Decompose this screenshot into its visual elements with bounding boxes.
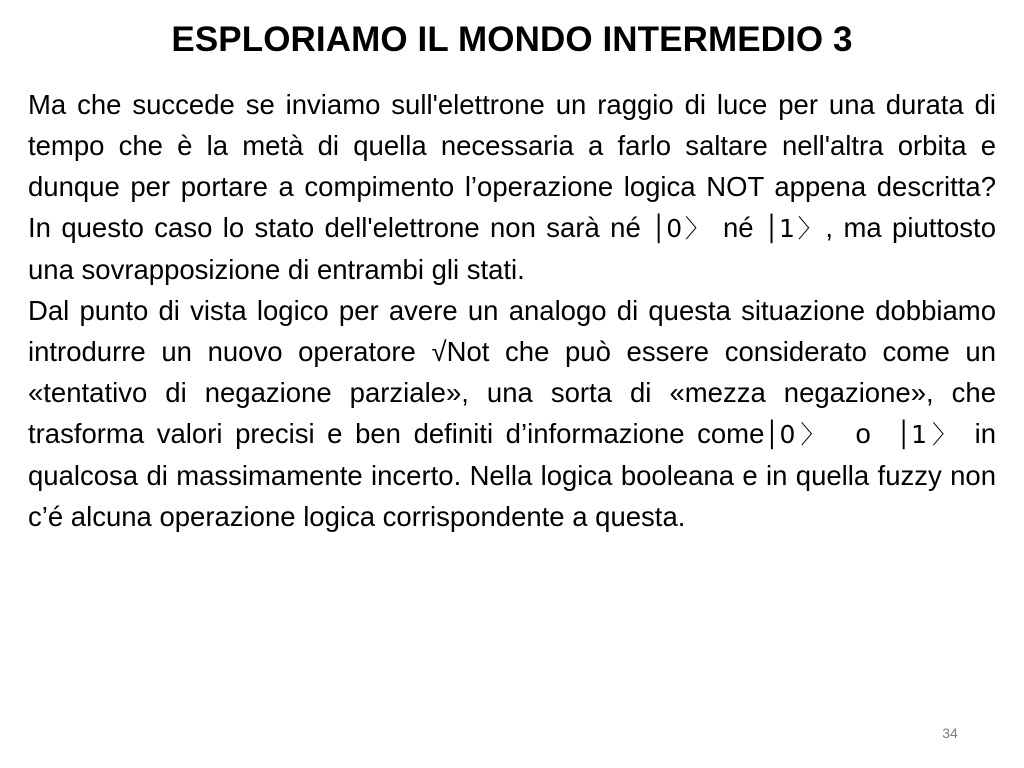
paragraph-1 <box>28 84 996 290</box>
slide-title: ESPLORIAMO IL MONDO INTERMEDIO 3 <box>171 20 853 59</box>
ket-one-symbol: │1〉 <box>763 214 826 243</box>
paragraph-1-text-3: , ma piuttosto una sovrapposizione di entrambi gli stati. <box>28 212 996 285</box>
paragraph-1-text-1: Ma che succede se inviamo sull'elettrone un raggio di luce per una durata di tempo che è la metà di quella necessaria a farlo saltare nell'altra orbita e dunque per portare a compimento l’operazione logica NOT appena descritta? In questo caso lo stato dell'elettrone non sarà né <box>28 89 996 243</box>
paragraph-2-text-1: Dal punto di vista logico per avere un analogo di questa situazione dobbiamo introdurre un nuovo operatore √Not che può essere considerato come un «tentativo di negazione parziale», una sorta di «mezza negazione», che trasforma valori precisi e ben definiti d’informazione come <box>28 295 996 449</box>
ket-zero-symbol: │0〉 <box>764 420 831 449</box>
page-number: 34 <box>942 725 958 741</box>
paragraph-2-text-3: in qualcosa di massimamente incerto. Nella logica booleana e in quella fuzzy non c’é alcuna operazione logica corrispondente a questa. <box>28 418 997 532</box>
paragraph-1-text-2: né <box>712 212 764 243</box>
paragraph-2-text-2: o <box>830 418 897 449</box>
ket-zero-symbol: │0〉 <box>651 214 713 243</box>
ket-one-symbol: │1〉 <box>896 420 962 449</box>
slide-body <box>28 84 996 537</box>
paragraph-2 <box>28 290 996 537</box>
